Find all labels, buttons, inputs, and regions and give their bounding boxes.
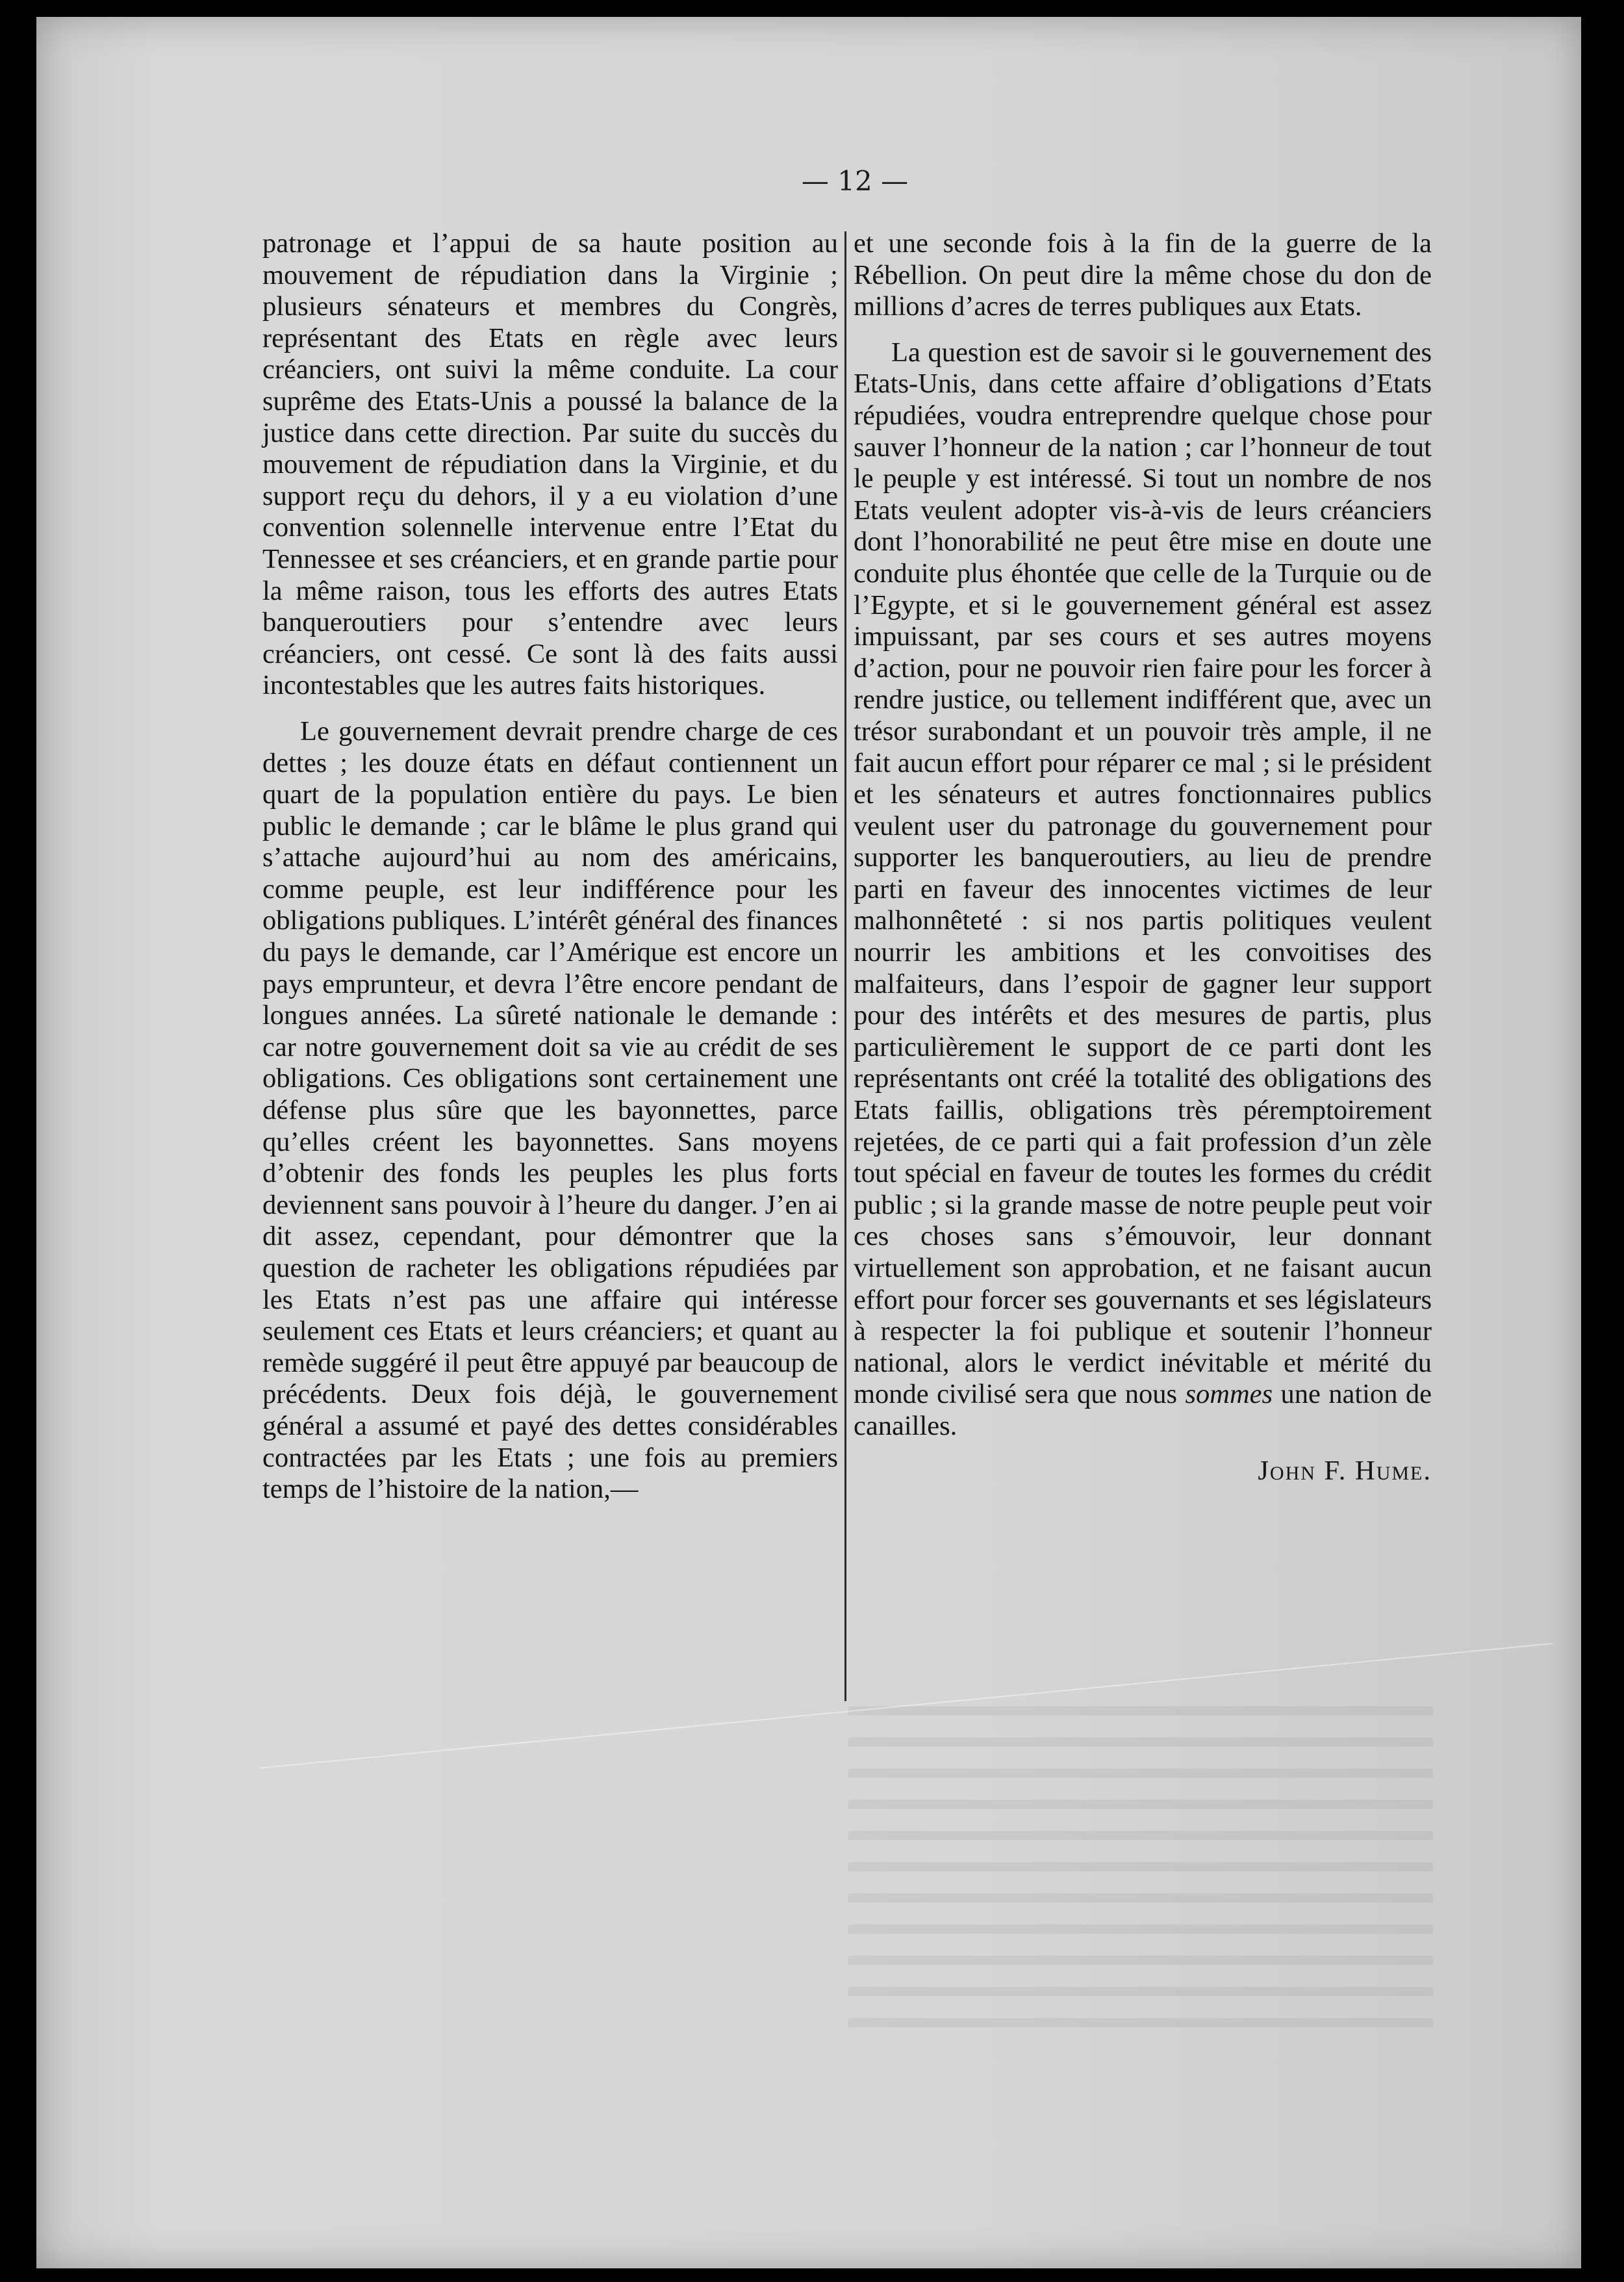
left-column bbox=[262, 228, 838, 1506]
right-column bbox=[854, 228, 1432, 1487]
right-paragraph-2 bbox=[854, 337, 1432, 1442]
bleed-through-text bbox=[848, 1706, 1433, 2031]
right-paragraph-2-text: La question est de savoir si le gouvernement des Etats-Unis, dans cette affaire d’obligations d’Etats répudiées, voudra entreprendre quelque chose pour sauver l’honneur de la nation ; car l’honneur de tout le peuple y est intéressé. Si tout un nombre de nos Etats veulent adopter vis-à-vis de leurs créanciers dont l’honorabilité ne peut être mise en doute une conduite plus éhontée que celle de la Turquie ou de l’Egypte, et si le gouvernement général est assez impuissant, par ses cours et ses autres moyens d’action, pour ne pouvoir rien faire pour les forcer à rendre justice, ou tellement indifférent que, avec un trésor surabondant et un pouvoir très ample, il ne fait aucun effort pour réparer ce mal ; si le président et les sénateurs et autres fonctionnaires publics veulent user du patronage du gouvernement pour supporter les banqueroutiers, au lieu de prendre parti en faveur des innocentes victimes de leur malhonnêteté : si nos partis politiques veulent nourrir les ambitions et les convoitises des malfaiteurs, dans l’espoir de gagner leur support pour des intérêts et des mesures de partis, plus particulièrement le support de ce parti dont les représentants ont créé la totalité des obligations des Etats faillis, obligations très péremptoirement rejetées, de ce parti qui a fait profession d’un zèle tout spécial en faveur de toutes les formes du crédit public ; si la grande masse de notre peuple peut voir ces choses sans s’émouvoir, leur donnant virtuellement son approbation, et ne faisant aucun effort pour forcer ses gouvernants et ses législateurs à respecter la foi publique et soutenir l’honneur national, alors le verdict inévitable et mérité du monde civilisé sera que nous bbox=[854, 337, 1432, 1410]
left-paragraph-1: patronage et l’appui de sa haute position au mouvement de répudiation dans la Virginie ; plusieurs sénateurs et membres du Congrès, représentant des Etats en règle avec leurs créanciers, ont suivi la même conduite. La cour suprême des Etats-Unis a poussé la balance de la justice dans cette direction. Par suite du succès du mouvement de répudiation dans la Virginie, et du support reçu du dehors, il y a eu violation d’une convention solennelle intervenue entre l’Etat du Tennessee et ses créanciers, et en grande partie pour la même raison, tous les efforts des autres Etats banqueroutiers pour s’entendre avec leurs créanciers, ont cessé. Ce sont là des faits aussi incontestables que les autres faits historiques. bbox=[262, 228, 838, 701]
author-signature: John F. Hume. bbox=[1258, 1455, 1432, 1486]
right-paragraph-2-end: une nation de canailles. bbox=[854, 1379, 1432, 1441]
document-page bbox=[36, 17, 1581, 2268]
italic-word: sommes bbox=[1185, 1379, 1273, 1410]
column-divider bbox=[844, 231, 846, 1701]
right-paragraph-1: et une seconde fois à la fin de la guerre de la Rébellion. On peut dire la même chose du don de millions d’acres de terres publiques aux Etats. bbox=[854, 228, 1432, 322]
left-paragraph-2: Le gouvernement devrait prendre charge de ces dettes ; les douze états en défaut contiennent un quart de la population entière du pays. Le bien public le demande ; car le blâme le plus grand qui s’attache aujourd’hui au nom des américains, comme peuple, est leur indifférence pour les obligations publiques. L’intérêt général des finances du pays le demande, car l’Amérique est encore un pays emprunteur, et devra l’être encore pendant de longues années. La sûreté nationale le demande : car notre gouvernement doit sa vie au crédit de ses obligations. Ces obligations sont certainement une défense plus sûre que les bayonnettes, parce qu’elles créent les bayonnettes. Sans moyens d’obtenir des fonds les peuples les plus forts deviennent sans pouvoir à l’heure du danger. J’en ai dit assez, cependant, pour démontrer que la question de racheter les obligations répudiées par les Etats n’est pas une affaire qui intéresse seulement ces Etats et leurs créanciers; et quant au remède suggéré il peut être appuyé par beaucoup de précédents. Deux fois déjà, le gouvernement général a assumé et payé des dettes considérables contractées par les Etats ; une fois au premiers temps de l’histoire de la nation,— bbox=[262, 715, 838, 1505]
page-number: — 12 — bbox=[801, 165, 909, 197]
